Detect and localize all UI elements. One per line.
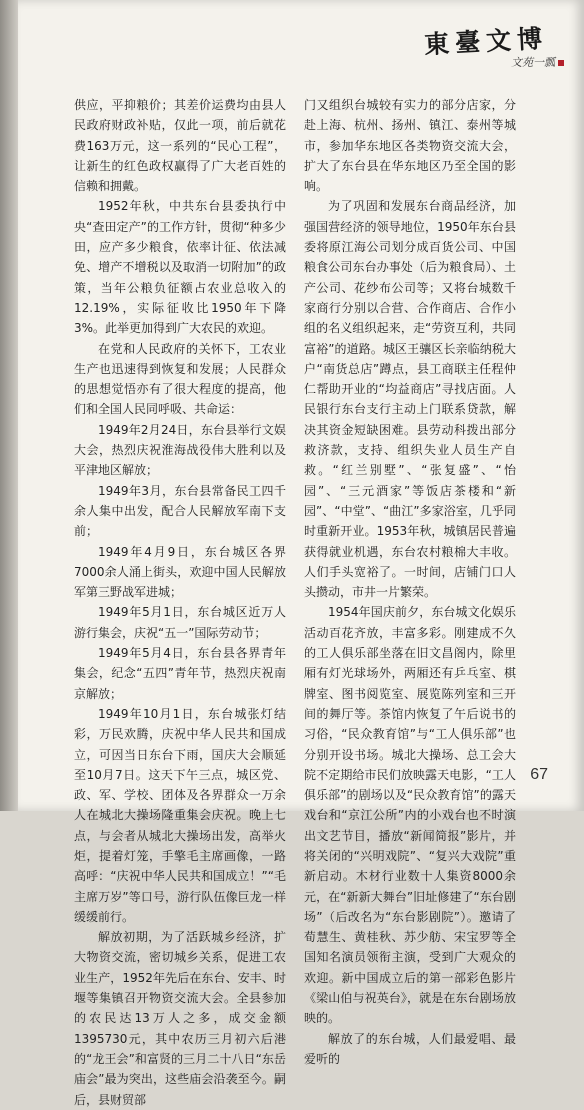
paragraph: 1949年2月24日，东台县举行文娱大会，热烈庆祝淮海战役伟大胜利以及平津地区解放； — [74, 422, 286, 478]
paragraph: 1954年国庆前夕，东台城文化娱乐活动百花齐放，丰富多彩。刚建成不久的工人俱乐部坐落在旧文昌阁内，除里厢有灯光球场外，两厢还有乒乓室、棋牌室、图书阅览室、展览陈列室和三开间的舞厅等。茶馆内恢复了午后说书的习俗，“民众教育馆”与“工人俱乐部”也分别开设书场。城北大操场、总工会大院不定期给市民们放映露天电影，“工人俱乐部”的剧场以及“民众教育馆”的露天戏台和“京江公所”内的小戏台也不时演出文艺节目，播放“新闻简报”影片，并将关闭的“兴明戏院”、“复兴大戏院”重新启动。木材行业数十人集资8000余元，在“新新大舞台”旧址修建了“东台剧场”（后改名为“东台影剧院”）。邀请了荀慧生、黄桂秋、苏少舫、宋宝罗等全国知名演员领衔主演，受到广大观众的欢迎。新中国成立后的第一部彩色影片《梁山伯与祝英台》，就是在东台剧场放映的。 — [304, 605, 516, 1026]
book-page — [18, 0, 584, 1107]
paragraph: 解放了的东台城，人们最爱唱、最爱听的 — [304, 1031, 516, 1066]
page-number: 67 — [530, 766, 548, 783]
header-brand-title: 東臺文博 — [423, 23, 549, 60]
header-signature-text: 文苑一瓢 — [511, 56, 555, 69]
left-text-column — [74, 95, 286, 1110]
paragraph: 门又组织台城较有实力的部分店家，分赴上海、杭州、扬州、镇江、泰州等城市，参加华东地区各类物资交流大会，扩大了东台县在华东地区乃至全国的影响。 — [304, 98, 516, 194]
paragraph: 1949年10月1日，东台城张灯结彩，万民欢腾，庆祝中华人民共和国成立，可因当日东台下雨，国庆大会顺延至10月7日。这天下午三点，城区党、政、军、学校、团体及各界群众一万余人在城北大操场隆重集会庆祝。晚上七点，与会者从城北大操场出发，高举火炬，提着灯笼，手擎毛主席画像，一路高呼：“庆祝中华人民共和国成立！”“毛主席万岁”等口号，游行队伍像巨龙一样缓缓前行。 — [74, 706, 286, 924]
header-signature — [511, 54, 564, 70]
paragraph: 1949年5月1日，东台城区近万人游行集会，庆祝“五一”国际劳动节； — [74, 605, 286, 640]
paragraph: 解放初期，为了活跃城乡经济，扩大物资交流，密切城乡关系，促进工农业生产，1952年先后在东台、安丰、时堰等集镇召开物资交流大会。全县参加的农民达13万人之多，成交金额1395730元，其中农历三月初六后港的“龙王会”和富贤的三月二十八日“东岳庙会”最为突出，这些庙会沿袭至今。嗣后，县财贸部 — [74, 930, 286, 1107]
right-text-column — [304, 95, 516, 1069]
book-gutter-shadow — [0, 0, 18, 811]
paragraph: 1952年秋，中共东台县委执行中央“查田定产”的工作方针，贯彻“种多少田，应产多少粮食，依率计征、依法减免、增产不增税以及取消一切附加”的政策，当年公粮负征额占农业总收入的12.19%，实际征收比1950年下降3%。此举更加得到广大农民的欢迎。 — [74, 199, 286, 336]
paragraph: 1949年4月9日，东台城区各界7000余人涌上街头，欢迎中国人民解放军第三野战军进城； — [74, 544, 286, 600]
paragraph: 1949年3月，东台县常备民工四千余人集中出发，配合人民解放军南下支前； — [74, 483, 286, 539]
paragraph: 供应，平抑粮价；其差价运费均由县人民政府财政补贴，仅此一项，前后就花费163万元，这一系列的“民心工程”，让新生的红色政权赢得了广大老百姓的信赖和拥戴。 — [74, 98, 286, 194]
seal-stamp-icon — [558, 60, 564, 66]
paragraph: 为了巩固和发展东台商品经济，加强国营经济的领导地位，1950年东台县委将原江海公司划分成百货公司、中国粮食公司东台办事处（后为粮食局）、土产公司、花纱布公司等；又将台城数千家商行分别以合营、合作商店、合作小组的名义组织起来，走“劳资互利，共同富裕”的道路。城区王骧区长亲临纳税大户“南货总店”蹲点，县工商联主任程仲仁帮助开业的“均益商店”寻找店面。人民银行东台支行主动上门联系贷款，解决其资金短缺困难。县劳动科拨出部分救济款，支持、组织失业人员生产自救。“红兰别墅”、“张复盛”、“怡园”、“三元酒家”等饭店茶楼和“新园”、“中堂”、“曲江”多家浴室，几乎同时重新开业。1953年秋，城镇居民普遍获得就业机遇，东台农村粮棉大丰收。人们手头宽裕了。一时间，店铺门口人头攒动，市井一片繁荣。 — [304, 199, 516, 600]
paragraph: 1949年5月4日，东台县各界青年集会，纪念“五四”青年节，热烈庆祝南京解放； — [74, 646, 286, 701]
paragraph: 在党和人民政府的关怀下，工农业生产也迅速得到恢复和发展；人民群众的思想觉悟亦有了很大程度的提高，他们和全国人民同呼吸、共命运： — [74, 341, 286, 417]
